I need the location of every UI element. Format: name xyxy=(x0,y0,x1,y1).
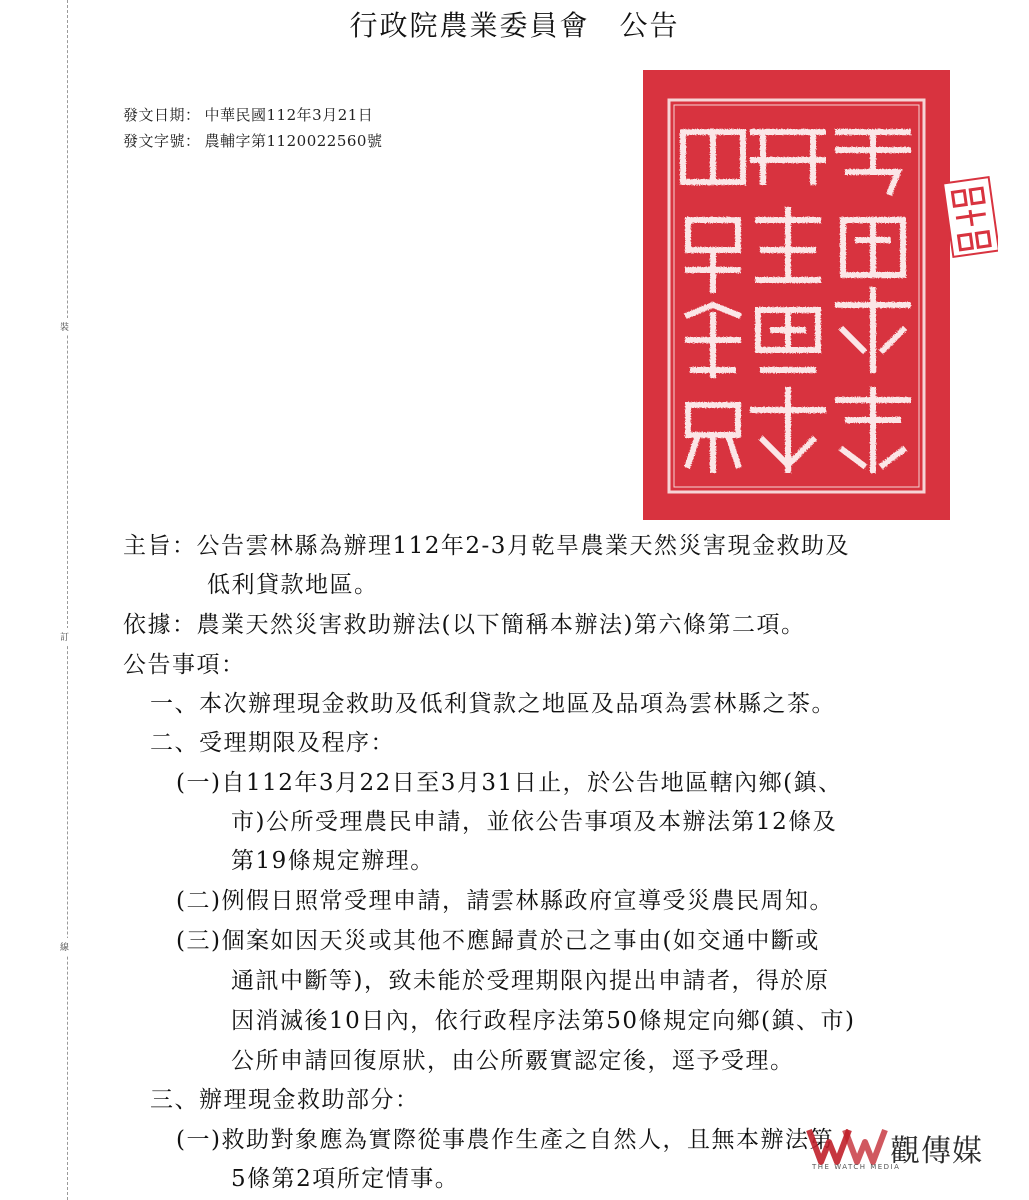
subject-line-1: 主旨：公告雲林縣為辦理112年2-3月乾旱農業天然災害現金救助及 xyxy=(123,533,850,559)
item-3-1-line-1: (一)救助對象應為實際從事農作生產之自然人，且無本辦法第 xyxy=(176,1127,834,1153)
item-2-3-line-1: (三)個案如因天災或其他不應歸責於己之事由(如交通中斷或 xyxy=(176,928,820,954)
reference-number-value: 農輔字第1120022560號 xyxy=(204,132,383,150)
item-2-3-line-3: 因消滅後10日內，依行政程序法第50條規定向鄉(鎮、市) xyxy=(231,1008,856,1034)
item-3-heading: 三、辦理現金救助部分： xyxy=(150,1087,420,1113)
document-title: 行政院農業委員會 公告 xyxy=(349,9,680,42)
item-3-1-line-2: 5條第2項所定情事。 xyxy=(231,1166,460,1192)
basis-line: 依據：農業天然災害救助辦法(以下簡稱本辦法)第六條第二項。 xyxy=(123,612,806,638)
seal-stamp-icon xyxy=(944,176,998,258)
item-2-3-line-4: 公所申請回復原狀，由公所覈實認定後，逕予受理。 xyxy=(231,1048,795,1074)
binding-mark-1: 裝 xyxy=(60,318,69,335)
issue-date xyxy=(123,104,373,125)
item-2-1-line-3: 第19條規定辦理。 xyxy=(231,848,435,874)
item-2-heading: 二、受理期限及程序： xyxy=(150,730,395,756)
item-2-3-line-2: 通訊中斷等)，致未能於受理期限內提出申請者，得於原 xyxy=(231,968,830,994)
binding-mark-3: 線 xyxy=(60,938,69,955)
reference-number xyxy=(123,130,382,151)
subject-line-2: 低利貸款地區。 xyxy=(207,572,379,598)
issue-date-value: 中華民國112年3月21日 xyxy=(204,106,374,124)
item-2-1-line-1: (一)自112年3月22日至3月31日止，於公告地區轄內鄉(鎮、 xyxy=(176,770,843,796)
item-2-1-line-2: 市)公所受理農民申請，並依公告事項及本辦法第12條及 xyxy=(231,809,838,835)
item-2-2: (二)例假日照常受理申請，請雲林縣政府宣導受災農民周知。 xyxy=(176,888,834,914)
binding-mark-2: 訂 xyxy=(60,628,69,645)
watermark-text: 觀傳媒 xyxy=(890,1134,983,1169)
binding-line xyxy=(67,0,68,1200)
reference-number-label: 發文字號： xyxy=(123,132,201,150)
official-seal-icon xyxy=(643,70,950,520)
item-1: 一、本次辦理現金救助及低利貸款之地區及品項為雲林縣之茶。 xyxy=(150,691,836,717)
issue-date-label: 發文日期： xyxy=(123,106,201,124)
watermark-subtext: THE WATCH MEDIA xyxy=(812,1163,901,1171)
announcement-heading: 公告事項： xyxy=(123,652,246,678)
